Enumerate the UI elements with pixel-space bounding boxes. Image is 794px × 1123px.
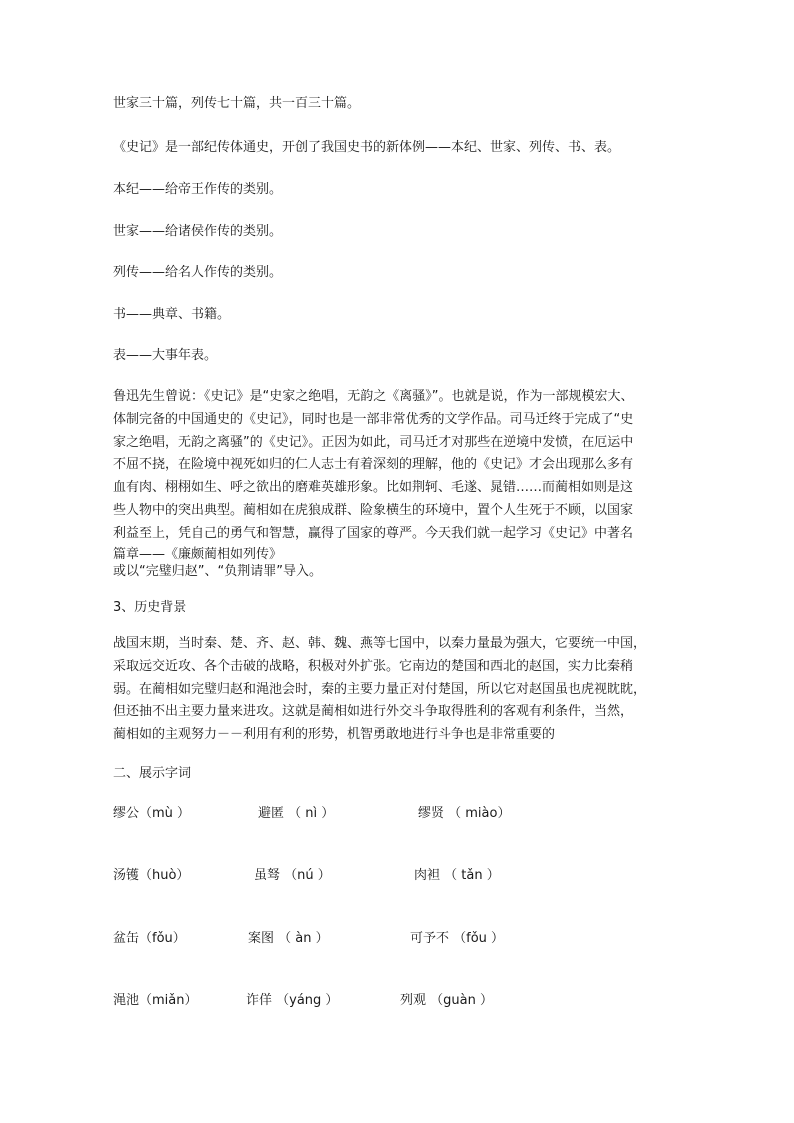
paragraph-line: 或以“完璧归赵”、“负荆请罪”导入。 xyxy=(113,563,322,579)
vocab-item: 列观 （guàn ） xyxy=(400,993,493,1008)
text-line: 书——典章、书籍。 xyxy=(113,307,231,322)
vocab-row xyxy=(0,805,794,823)
paragraph-line: 采取远交近攻、各个击破的战略，积极对外扩张。它南边的楚国和西北的赵国，实力比秦稍 xyxy=(113,658,634,674)
paragraph-line: 战国末期，当时秦、楚、齐、赵、韩、魏、燕等七国中，以秦力量最为强大，它要统一中国， xyxy=(113,636,647,651)
text-line: 《史记》是一部纪传体通史，开创了我国史书的新体例——本纪、世家、列传、书、表。 xyxy=(113,140,621,155)
paragraph-line: 些人物中的突出典型。蔺相如在虎狼成群、险象横生的环境中，置个人生死于不顾，以国家 xyxy=(113,502,634,518)
intro-paragraph xyxy=(113,386,673,580)
vocab-item: 诈佯 （yáng ） xyxy=(246,993,339,1008)
section-heading-history: 3、历史背景 xyxy=(113,600,187,615)
paragraph-line: 不屈不挠，在险境中视死如归的仁人志士有着深刻的理解，他的《史记》才会出现那么多有 xyxy=(113,457,634,473)
text-line: 世家——给诸侯作传的类别。 xyxy=(113,224,283,239)
text-line: 列传——给名人作传的类别。 xyxy=(113,265,283,280)
vocab-row xyxy=(0,867,794,885)
paragraph-line: 弱。在蔺相如完璧归赵和渑池会时，秦的主要力量正对付楚国，所以它对赵国虽也虎视眈眈， xyxy=(113,681,647,697)
paragraph-line: 家之绝唱，无韵之离骚”的《史记》。正因为如此，司马迁才对那些在逆境中发愤，在厄运中 xyxy=(113,434,634,450)
paragraph-line: 蔺相如的主观努力－－利用有利的形势，机智勇敢地进行斗争也是非常重要的 xyxy=(113,727,556,743)
paragraph-line: 体制完备的中国通史的《史记》，同时也是一部非常优秀的文学作品。司马迁终于完成了“史 xyxy=(113,411,634,427)
vocab-item: 盆缶（fǒu） xyxy=(113,931,186,946)
history-paragraph xyxy=(113,633,673,747)
paragraph-line: 鲁迅先生曾说：《史记》是“史家之绝唱，无韵之《离骚》”。也就是说，作为一部规模宏大、 xyxy=(113,389,634,404)
vocab-item: 虽驽 （nú ） xyxy=(254,868,331,883)
vocab-item: 避匿 （ nì ） xyxy=(258,806,335,821)
paragraph-line: 利益至上，凭自己的勇气和智慧，赢得了国家的尊严。今天我们就一起学习《史记》中著名 xyxy=(113,525,634,541)
vocab-item: 案图 （ àn ） xyxy=(248,931,329,946)
vocab-item: 汤镬（huò） xyxy=(113,868,190,883)
vocab-item: 肉袒 （ tǎn ） xyxy=(414,868,500,883)
text-line: 本纪——给帝王作传的类别。 xyxy=(113,182,283,197)
paragraph-line: 血有肉、栩栩如生、呼之欲出的磨难英雄形象。比如荆轲、毛遂、晁错……而蔺相如则是这 xyxy=(113,480,634,496)
vocab-row xyxy=(0,930,794,948)
vocab-item: 渑池（miǎn） xyxy=(113,993,198,1008)
text-line: 表——大事年表。 xyxy=(113,348,218,363)
text-line: 世家三十篇，列传七十篇，共一百三十篇。 xyxy=(113,96,361,111)
vocab-item: 可予不 （fǒu ） xyxy=(410,931,505,946)
section-heading-vocabulary: 二、展示字词 xyxy=(113,766,192,781)
paragraph-line: 但还抽不出主要力量来进攻。这就是蔺相如进行外交斗争取得胜利的客观有利条件，当然， xyxy=(113,704,634,720)
vocab-item: 缪公（mù ） xyxy=(113,806,191,821)
vocab-row xyxy=(0,992,794,1010)
vocab-item: 缪贤 （ miào） xyxy=(418,806,511,821)
paragraph-line: 篇章——《廉颇蔺相如列传》 xyxy=(113,546,283,562)
